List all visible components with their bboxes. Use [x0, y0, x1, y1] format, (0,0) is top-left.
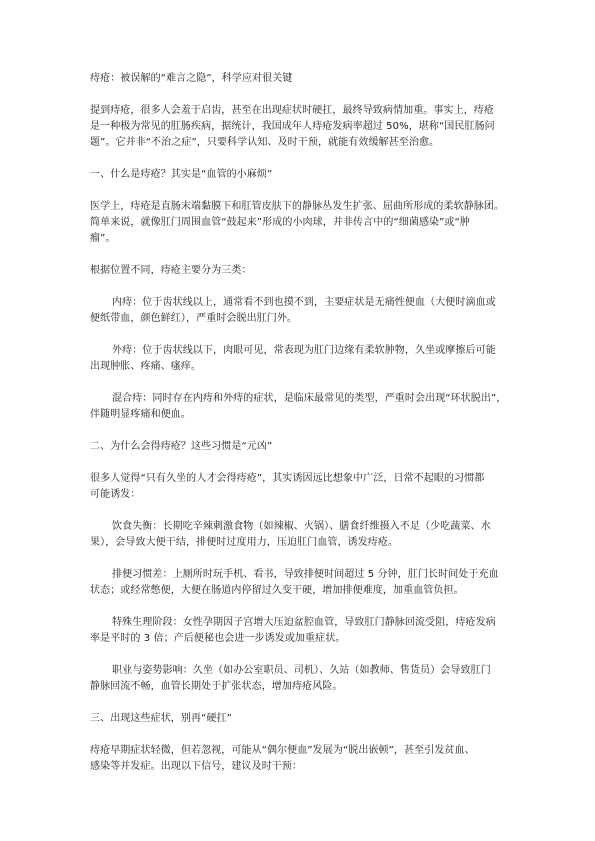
physio-stage-line-1: 特殊生理阶段：女性孕期因子宫增大压迫盆腔血管，导致肛门静脉回流受阻，痔疮发病: [112, 617, 496, 628]
occupation-line-2: 静脉回流不畅，血管长期处于扩张状态，增加痔疮风险。: [90, 681, 343, 692]
mixed-hemorrhoid-line-1: 混合痔：同时存在内痔和外痔的症状，是临床最常见的类型，严重时会出现“环状脱出”，: [112, 393, 507, 404]
section3-intro-line-1: 痔疮早期症状轻微，但若忽视，可能从“偶尔便血”发展为“脱出嵌顿”，甚至引发贫血、: [90, 745, 475, 756]
section2-intro-line-2: 可能诱发：: [90, 489, 141, 500]
section3-heading: 三、出现这些症状，别再“硬扛”: [90, 713, 232, 724]
internal-hemorrhoid-line-1: 内痔：位于齿状线以上，通常看不到也摸不到，主要症状是无痛性便血（大便时滴血或: [112, 297, 496, 308]
physio-stage-line-2: 率是平时的 3 倍；产后便秘也会进一步诱发或加重症状。: [90, 633, 346, 644]
diet-cause-line-2: 果），会导致大便干结，排便时过度用力，压迫肛门血管，诱发痔疮。: [90, 537, 399, 548]
external-hemorrhoid-line-2: 出现肿胀、疼痛、瘙痒。: [90, 361, 202, 372]
section1-para1-line-2: 简单来说，就像肛门周围血管“鼓起来”形成的小肉球，并非传言中的“细菌感染”或“肿: [90, 217, 470, 228]
internal-hemorrhoid-line-2: 便纸带血，颜色鲜红），严重时会脱出肛门外。: [90, 313, 298, 324]
intro-line-1: 提到痔疮，很多人会羞于启齿，甚至在出现症状时硬扛，最终导致病情加重。事实上，痔疮: [90, 105, 494, 116]
external-hemorrhoid-line-1: 外痔：位于齿状线以下，肉眼可见，常表现为肛门边缘有柔软肿物，久坐或摩擦后可能: [112, 345, 496, 356]
diet-cause-line-1: 饮食失衡：长期吃辛辣刺激食物（如辣椒、火锅）、膳食纤维摄入不足（少吃蔬菜、水: [112, 521, 491, 532]
toilet-habit-line-2: 状态；或经常憋便，大便在肠道内停留过久变干硬，增加排便难度，加重血管负担。: [90, 585, 464, 596]
types-intro: 根据位置不同，痔疮主要分为三类：: [90, 265, 252, 276]
section1-para1-line-3: 瘤”。: [90, 233, 116, 244]
section1-para1-line-1: 医学上，痔疮是直肠末端黏膜下和肛管皮肤下的静脉丛发生扩张、屈曲所形成的柔软静脉团。: [90, 201, 505, 212]
section1-heading: 一、什么是痔疮？其实是“血管的小麻烦”: [90, 169, 273, 180]
intro-line-2: 是一种极为常见的肛肠疾病，据统计，我国成年人痔疮发病率超过 50%，堪称“国民肛肠问: [90, 121, 495, 132]
intro-line-3: 题”。它并非“不治之症”，只要科学认知、及时干预，就能有效缓解甚至治愈。: [90, 137, 440, 148]
section3-intro-line-2: 感染等并发症。出现以下信号，建议及时干预：: [90, 761, 303, 772]
document-title: 痔疮：被误解的“难言之隐”，科学应对很关键: [90, 73, 293, 84]
mixed-hemorrhoid-line-2: 伴随明显疼痛和便血。: [90, 409, 191, 420]
occupation-line-1: 职业与姿势影响：久坐（如办公室职员、司机）、久站（如教师、售货员）会导致肛门: [112, 665, 491, 676]
section2-heading: 二、为什么会得痔疮？这些习惯是“元凶”: [90, 441, 273, 452]
section2-intro-line-1: 很多人觉得“只有久坐的人才会得痔疮”，其实诱因远比想象中广泛，日常不起眼的习惯都: [90, 473, 485, 484]
toilet-habit-line-1: 排便习惯差：上厕所时玩手机、看书，导致排便时间超过 5 分钟，肛门长时间处于充血: [112, 569, 499, 580]
